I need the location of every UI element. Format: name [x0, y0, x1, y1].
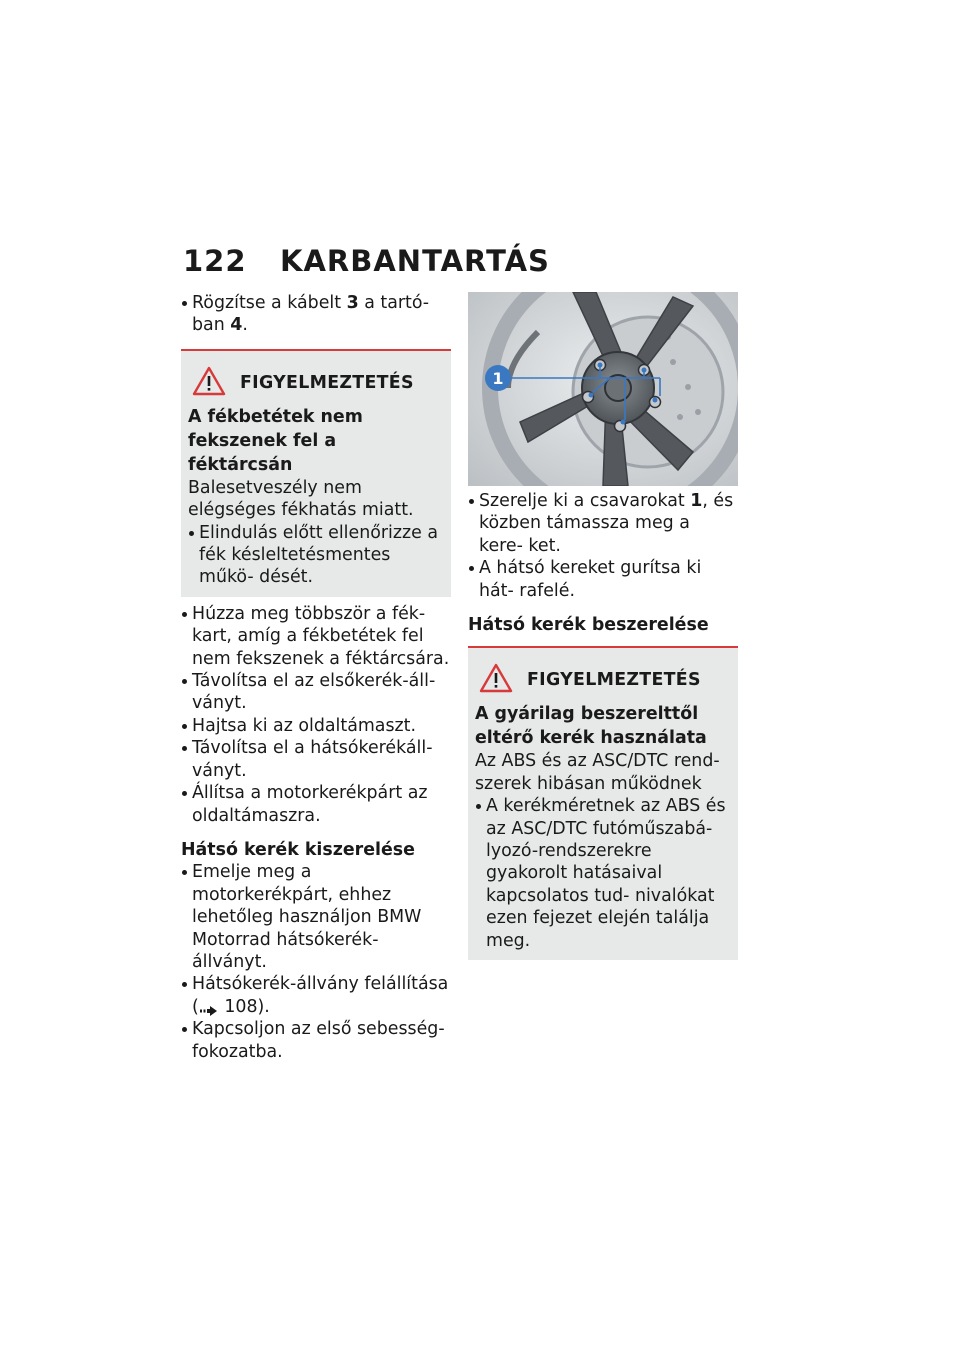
warning-title: FIGYELMEZTETÉS — [240, 372, 414, 393]
list-item: Rögzítse a kábelt 3 a tartó- ban 4. — [181, 292, 451, 337]
list-item: Szerelje ki a csavarokat 1, és közben támassza meg a kere- ket. — [468, 490, 738, 557]
section-title: Hátsó kerék kiszerelése — [181, 839, 415, 860]
warning-list — [188, 522, 445, 589]
list-item: Hátsókerék-állvány felállítása ( 108). — [181, 973, 451, 1018]
warning-box — [181, 349, 451, 597]
section-title: Hátsó kerék beszerelése — [468, 615, 709, 636]
list-item: Elindulás előtt ellenőrizze a fék késleltetésmentes műkö- dését. — [188, 522, 445, 589]
wheel-photo — [468, 292, 738, 486]
chapter-title: KARBANTARTÁS — [280, 244, 550, 278]
warning-list — [475, 795, 732, 952]
warning-subtitle: A fékbetétek nem fekszenek fel a féktárcsán — [188, 406, 363, 475]
section-list — [181, 861, 451, 1063]
warning-triangle-icon — [192, 366, 226, 400]
warning-triangle-icon — [479, 663, 513, 697]
steps-list — [181, 603, 451, 827]
list-item: Hajtsa ki az oldaltámaszt. — [181, 715, 451, 737]
right-column — [468, 292, 738, 960]
warning-title: FIGYELMEZTETÉS — [527, 670, 701, 691]
removal-list — [468, 490, 738, 602]
list-item: Távolítsa el az elsőkerék-áll- ványt. — [181, 670, 451, 715]
warning-header — [188, 365, 445, 401]
list-item: Húzza meg többször a fék- kart, amíg a fékbetétek fel nem fekszenek a féktárcsára. — [181, 603, 451, 670]
page-header — [183, 244, 550, 280]
list-item: A kerékméretnek az ABS és az ASC/DTC futóműszabá- lyozó-rendszerekre gyakorolt hatásaival kapcsolatos tud- nivalókat ezen fejezet elején találja meg. — [475, 795, 732, 952]
warning-subtitle: A gyárilag beszerelttől eltérő kerék használata — [475, 704, 707, 749]
rear-wheel-image — [468, 292, 738, 486]
warning-header — [475, 662, 732, 698]
list-item: Állítsa a motorkerékpárt az oldaltámaszra. — [181, 782, 451, 827]
left-column — [181, 292, 451, 1063]
warning-text: Balesetveszély nem elégséges fékhatás miatt. — [188, 477, 414, 521]
list-item: A hátsó kereket gurítsa ki hát- rafelé. — [468, 557, 738, 602]
callout-label: 1 — [492, 369, 504, 388]
warning-text: Az ABS és az ASC/DTC rend- szerek hibásan működnek — [475, 751, 720, 794]
list-item: Távolítsa el a hátsókerékáll- ványt. — [181, 737, 451, 782]
warning-box — [468, 646, 738, 960]
intro-list — [181, 292, 451, 337]
page-number: 122 — [183, 244, 247, 278]
arrow-right-icon — [199, 1001, 219, 1013]
list-item: Emelje meg a motorkerékpárt, ehhez lehetőleg használjon BMW Motorrad hátsókerék- állványt. — [181, 861, 451, 973]
list-item: Kapcsoljon az első sebesség- fokozatba. — [181, 1018, 451, 1063]
